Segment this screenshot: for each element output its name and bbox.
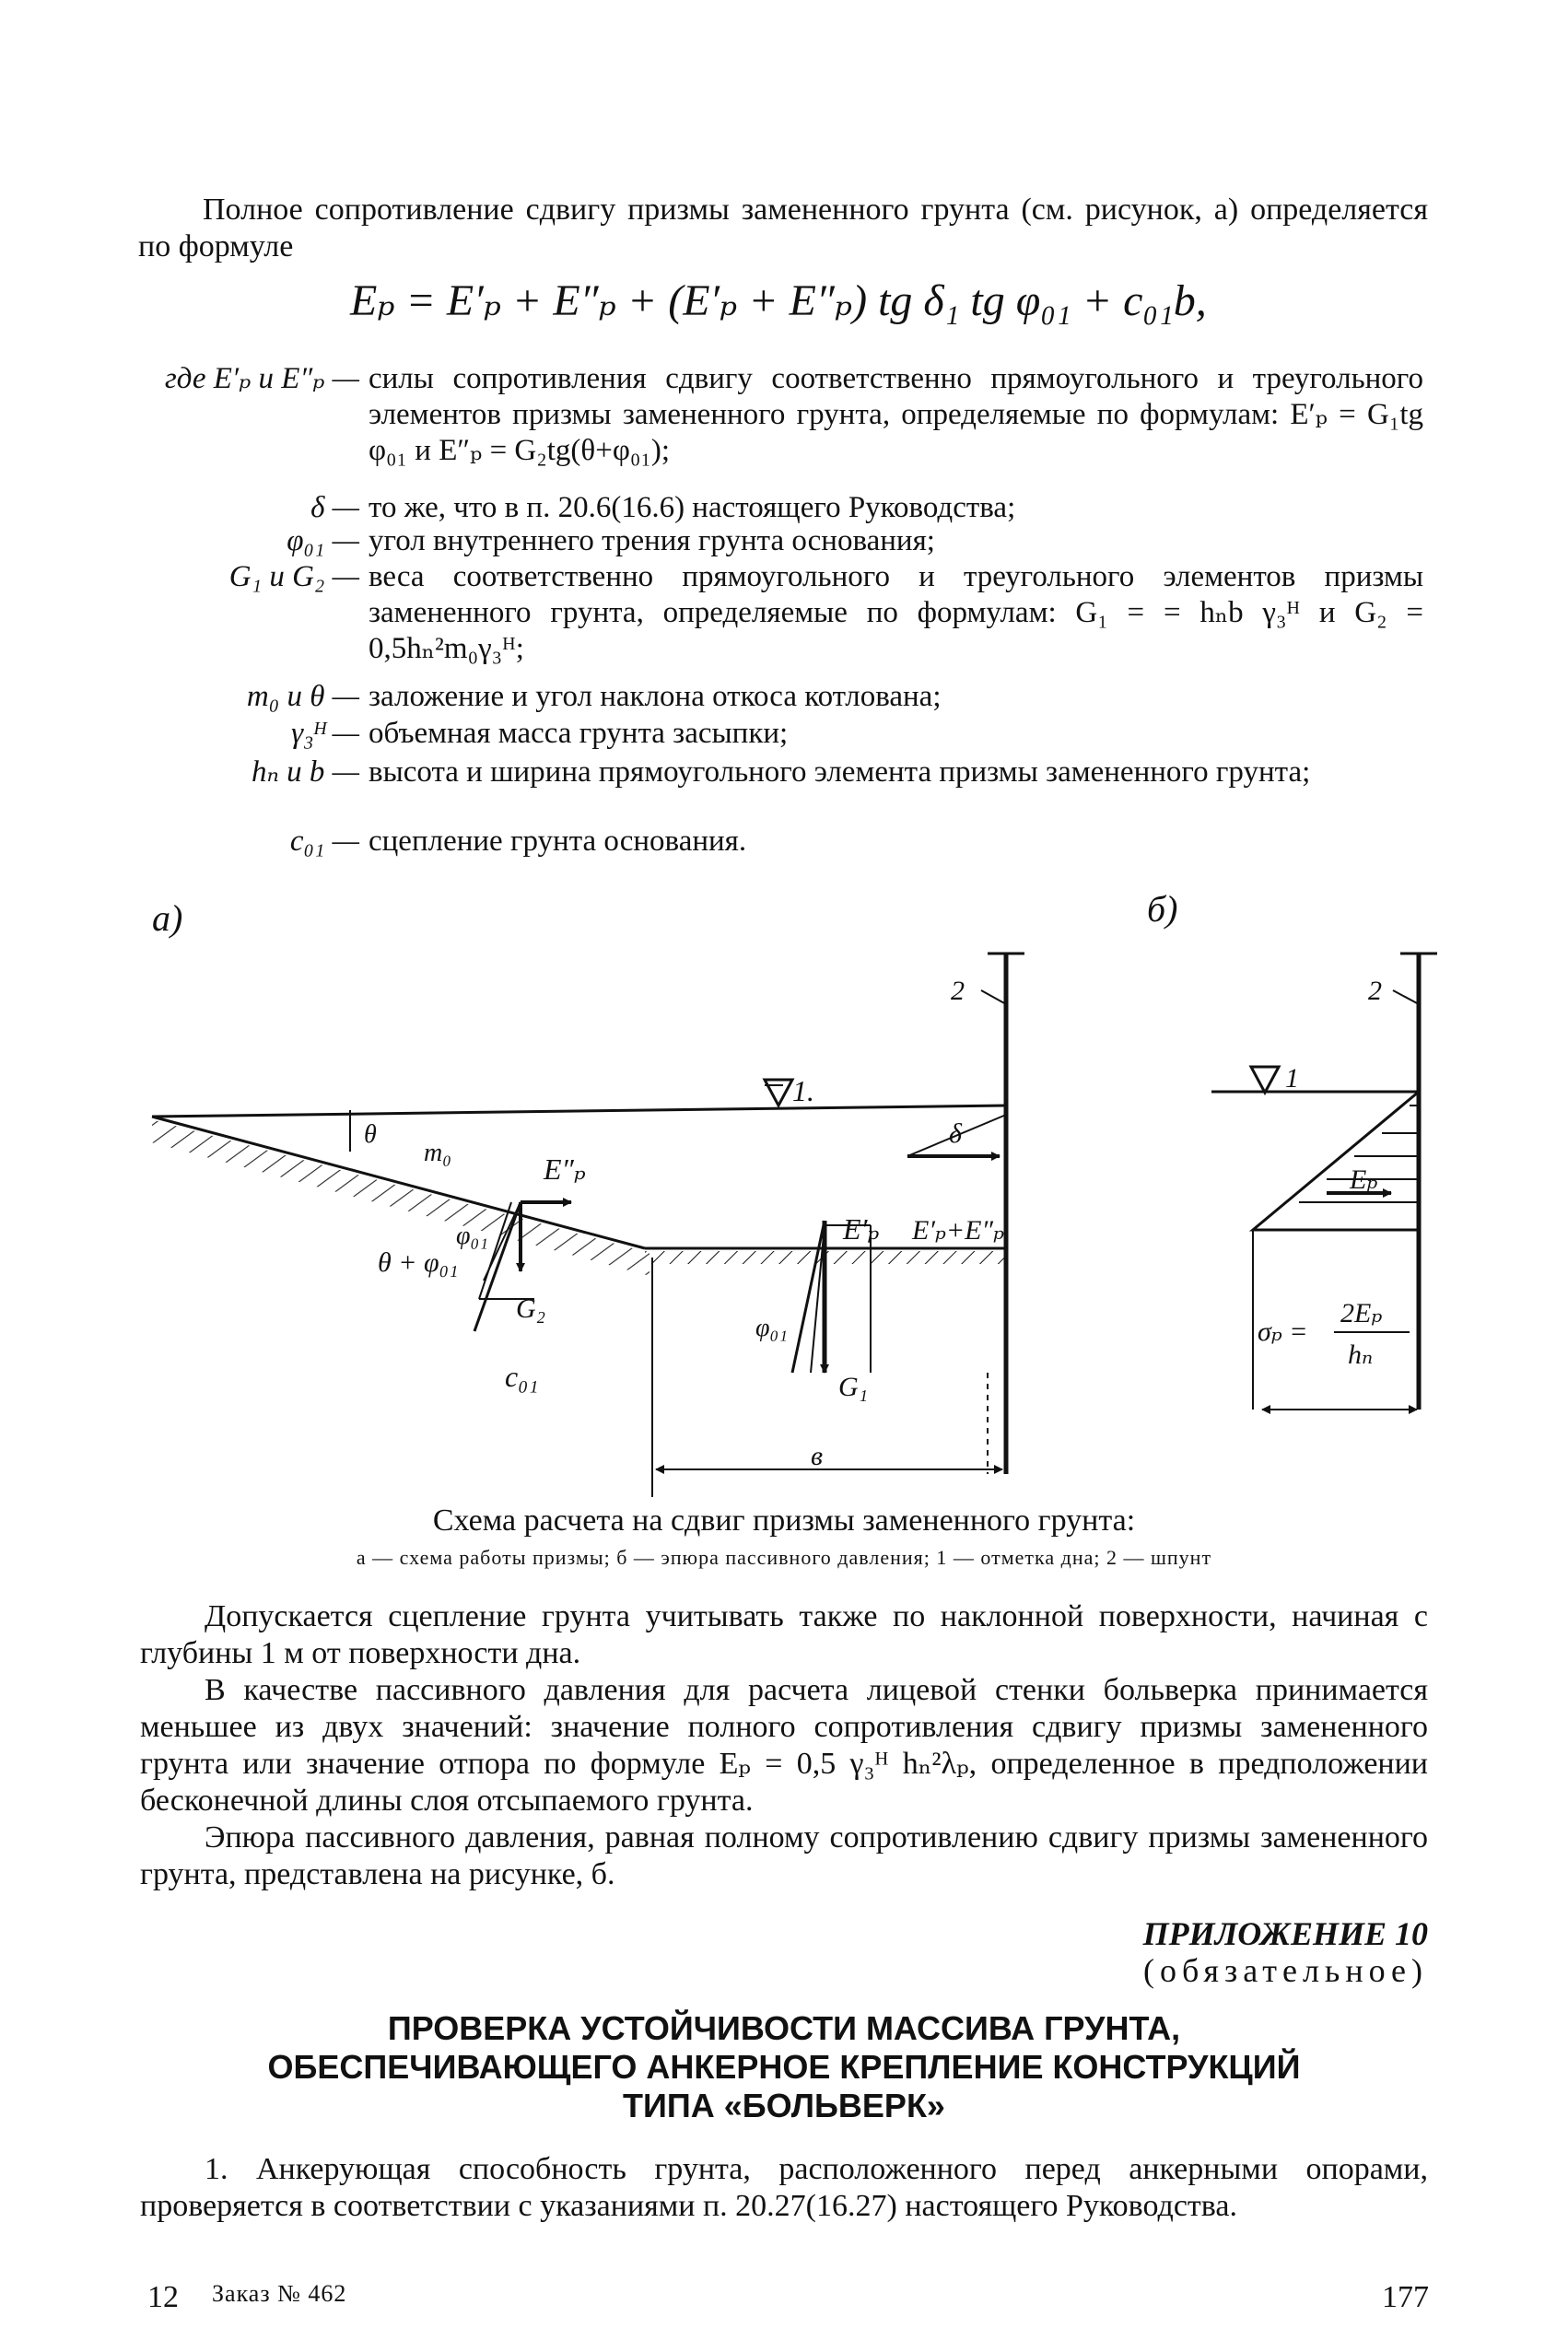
figure-label-b: б) bbox=[1147, 888, 1178, 930]
body-paragraph: Допускается сцепление грунта учитывать также по наклонной поверхности, начиная с глубины 1 м от поверхности дна. bbox=[140, 1599, 1428, 1670]
figure-caption-detail: а — схема работы призмы; б — эпюра пассивного давления; 1 — отметка дна; 2 — шпунт bbox=[356, 1546, 1212, 1569]
delta-label: δ bbox=[949, 1118, 962, 1149]
scheme-a-labels bbox=[364, 976, 1004, 1471]
definition-text: заложение и угол наклона откоса котлована; bbox=[369, 680, 942, 713]
scheme-b-labels bbox=[1258, 976, 1410, 1370]
shear-scheme-figure bbox=[0, 875, 1568, 1502]
definition-symbol: γ₃ᴴ — bbox=[291, 717, 359, 750]
figure-caption: Схема расчета на сдвиг призмы замененного грунта: bbox=[432, 1503, 1136, 1538]
section-heading-line-1: ПРОВЕРКА УСТОЙЧИВОСТИ МАССИВА ГРУНТА, bbox=[387, 2009, 1181, 2047]
definition-text: то же, что в п. 20.6(16.6) настоящего Руководства; bbox=[369, 491, 1016, 524]
scheme-a bbox=[152, 954, 1024, 1497]
figure-labels bbox=[152, 888, 1177, 939]
ground-surface bbox=[152, 1106, 1006, 1117]
definition-symbol: φ₀₁ — bbox=[287, 524, 359, 557]
section-heading-line-3: ТИПА «БОЛЬВЕРК» bbox=[623, 2087, 945, 2124]
phi01-label: φ₀₁ bbox=[456, 1222, 488, 1250]
theta-phi-label: θ + φ₀₁ bbox=[378, 1247, 459, 1278]
m0-label: m₀ bbox=[424, 1139, 451, 1167]
theta-label: θ bbox=[364, 1120, 377, 1149]
appendix-title: ПРИЛОЖЕНИЕ 10 bbox=[1142, 1915, 1428, 1952]
body-paragraph: Эпюра пассивного давления, равная полному сопротивлению сдвигу призмы замененного грунта, представлена на рисунке, б. bbox=[140, 1820, 1428, 1891]
pressure-diagram-triangle bbox=[1253, 1092, 1419, 1230]
g1-label: G₁ bbox=[838, 1372, 869, 1402]
definition-symbol: c₀₁ — bbox=[289, 825, 359, 858]
section-paragraph: 1. Анкерующая способность грунта, расположенного перед анкерными опорами, проверяется в соответствии с указаниями п. 20.27(16.27) настоящего Руководства. bbox=[140, 2152, 1428, 2223]
page-number: 177 bbox=[1382, 2280, 1429, 2314]
body-paragraph: В качестве пассивного давления для расчета лицевой стенки больверка принимается меньшее из двух значений: значение полного сопротивления сдвигу призмы замененного грунта или значение отпора по формуле Eₚ = 0,5 γ₃ᴴ hₙ²λₚ, определенное в предположении бесконечной длины слоя отсыпаемого грунта. bbox=[140, 1673, 1428, 1818]
definition-text: угол внутреннего трения грунта основания; bbox=[369, 524, 935, 557]
scheme-b bbox=[1211, 954, 1437, 1410]
sheet-label: 2 bbox=[951, 976, 965, 1006]
sigma-denominator: hₙ bbox=[1348, 1340, 1374, 1370]
definition-text: сцепление грунта основания. bbox=[369, 825, 747, 858]
footer-order: Заказ № 462 bbox=[212, 2280, 347, 2307]
ep2-label: E″ₚ bbox=[544, 1152, 586, 1186]
water-level-symbol-b bbox=[1251, 1067, 1279, 1093]
ep-b-label: Eₚ bbox=[1350, 1164, 1378, 1195]
c01-label: c₀₁ bbox=[505, 1360, 539, 1393]
sigma-label: σₚ = bbox=[1258, 1316, 1308, 1347]
ep1-arrow bbox=[792, 1221, 825, 1373]
appendix-subtitle: (обязательное) bbox=[1143, 1952, 1428, 1989]
level-b-label: 1 bbox=[1285, 1063, 1299, 1094]
definition-text: объемная масса грунта засыпки; bbox=[369, 717, 789, 750]
shear-resistance-formula: Eₚ = E′ₚ + E″ₚ + (E′ₚ + E″ₚ) tg δ₁ tg φ₀₁ + c₀₁b, bbox=[350, 276, 1207, 325]
phi01b-label: φ₀₁ bbox=[755, 1314, 788, 1342]
sigma-numerator: 2Eₚ bbox=[1340, 1298, 1383, 1328]
sum-label: E′ₚ+E″ₚ bbox=[912, 1215, 1004, 1246]
definition-symbol: m₀ и θ — bbox=[246, 680, 359, 713]
figure-label-a: а) bbox=[152, 897, 183, 939]
sheet-b-label: 2 bbox=[1368, 976, 1382, 1006]
definition-text: высота и ширина прямоугольного элемента призмы замененного грунта; bbox=[369, 755, 1311, 789]
ep1-label: E′ₚ bbox=[843, 1212, 880, 1246]
intro-paragraph: Полное сопротивление сдвигу призмы замененного грунта (см. рисунок, а) определяется по формуле bbox=[138, 193, 1428, 263]
definition-text: веса соответственно прямоугольного и треугольного элементов призмы замененного грунта, определяемые по формулам: G₁ = = hₙb γ₃ᴴ и G₂ = 0,5hₙ²m₀γ₃ᴴ; bbox=[369, 560, 1423, 665]
definition-symbol: где E′ₚ и E″ₚ — bbox=[164, 362, 359, 395]
b-label: в bbox=[811, 1441, 824, 1471]
g2-label: G₂ bbox=[516, 1293, 546, 1324]
definition-symbol: G₁ и G₂ — bbox=[228, 560, 359, 593]
definition-symbol: δ — bbox=[310, 491, 359, 524]
footer-signature: 12 bbox=[147, 2280, 179, 2314]
level-label: 1. bbox=[792, 1074, 814, 1107]
water-level-symbol bbox=[765, 1080, 792, 1106]
definition-text: силы сопротивления сдвигу соответственно прямоугольного и треугольного элементов призмы замененного грунта, определяемые по формулам: E′ₚ = G₁tg φ₀₁ и E″ₚ = G₂tg(θ+φ₀₁); bbox=[369, 362, 1423, 467]
definition-symbol: hₙ и b — bbox=[252, 755, 359, 789]
section-heading-line-2: ОБЕСПЕЧИВАЮЩЕГО АНКЕРНОЕ КРЕПЛЕНИЕ КОНСТРУКЦИЙ bbox=[267, 2048, 1301, 2086]
